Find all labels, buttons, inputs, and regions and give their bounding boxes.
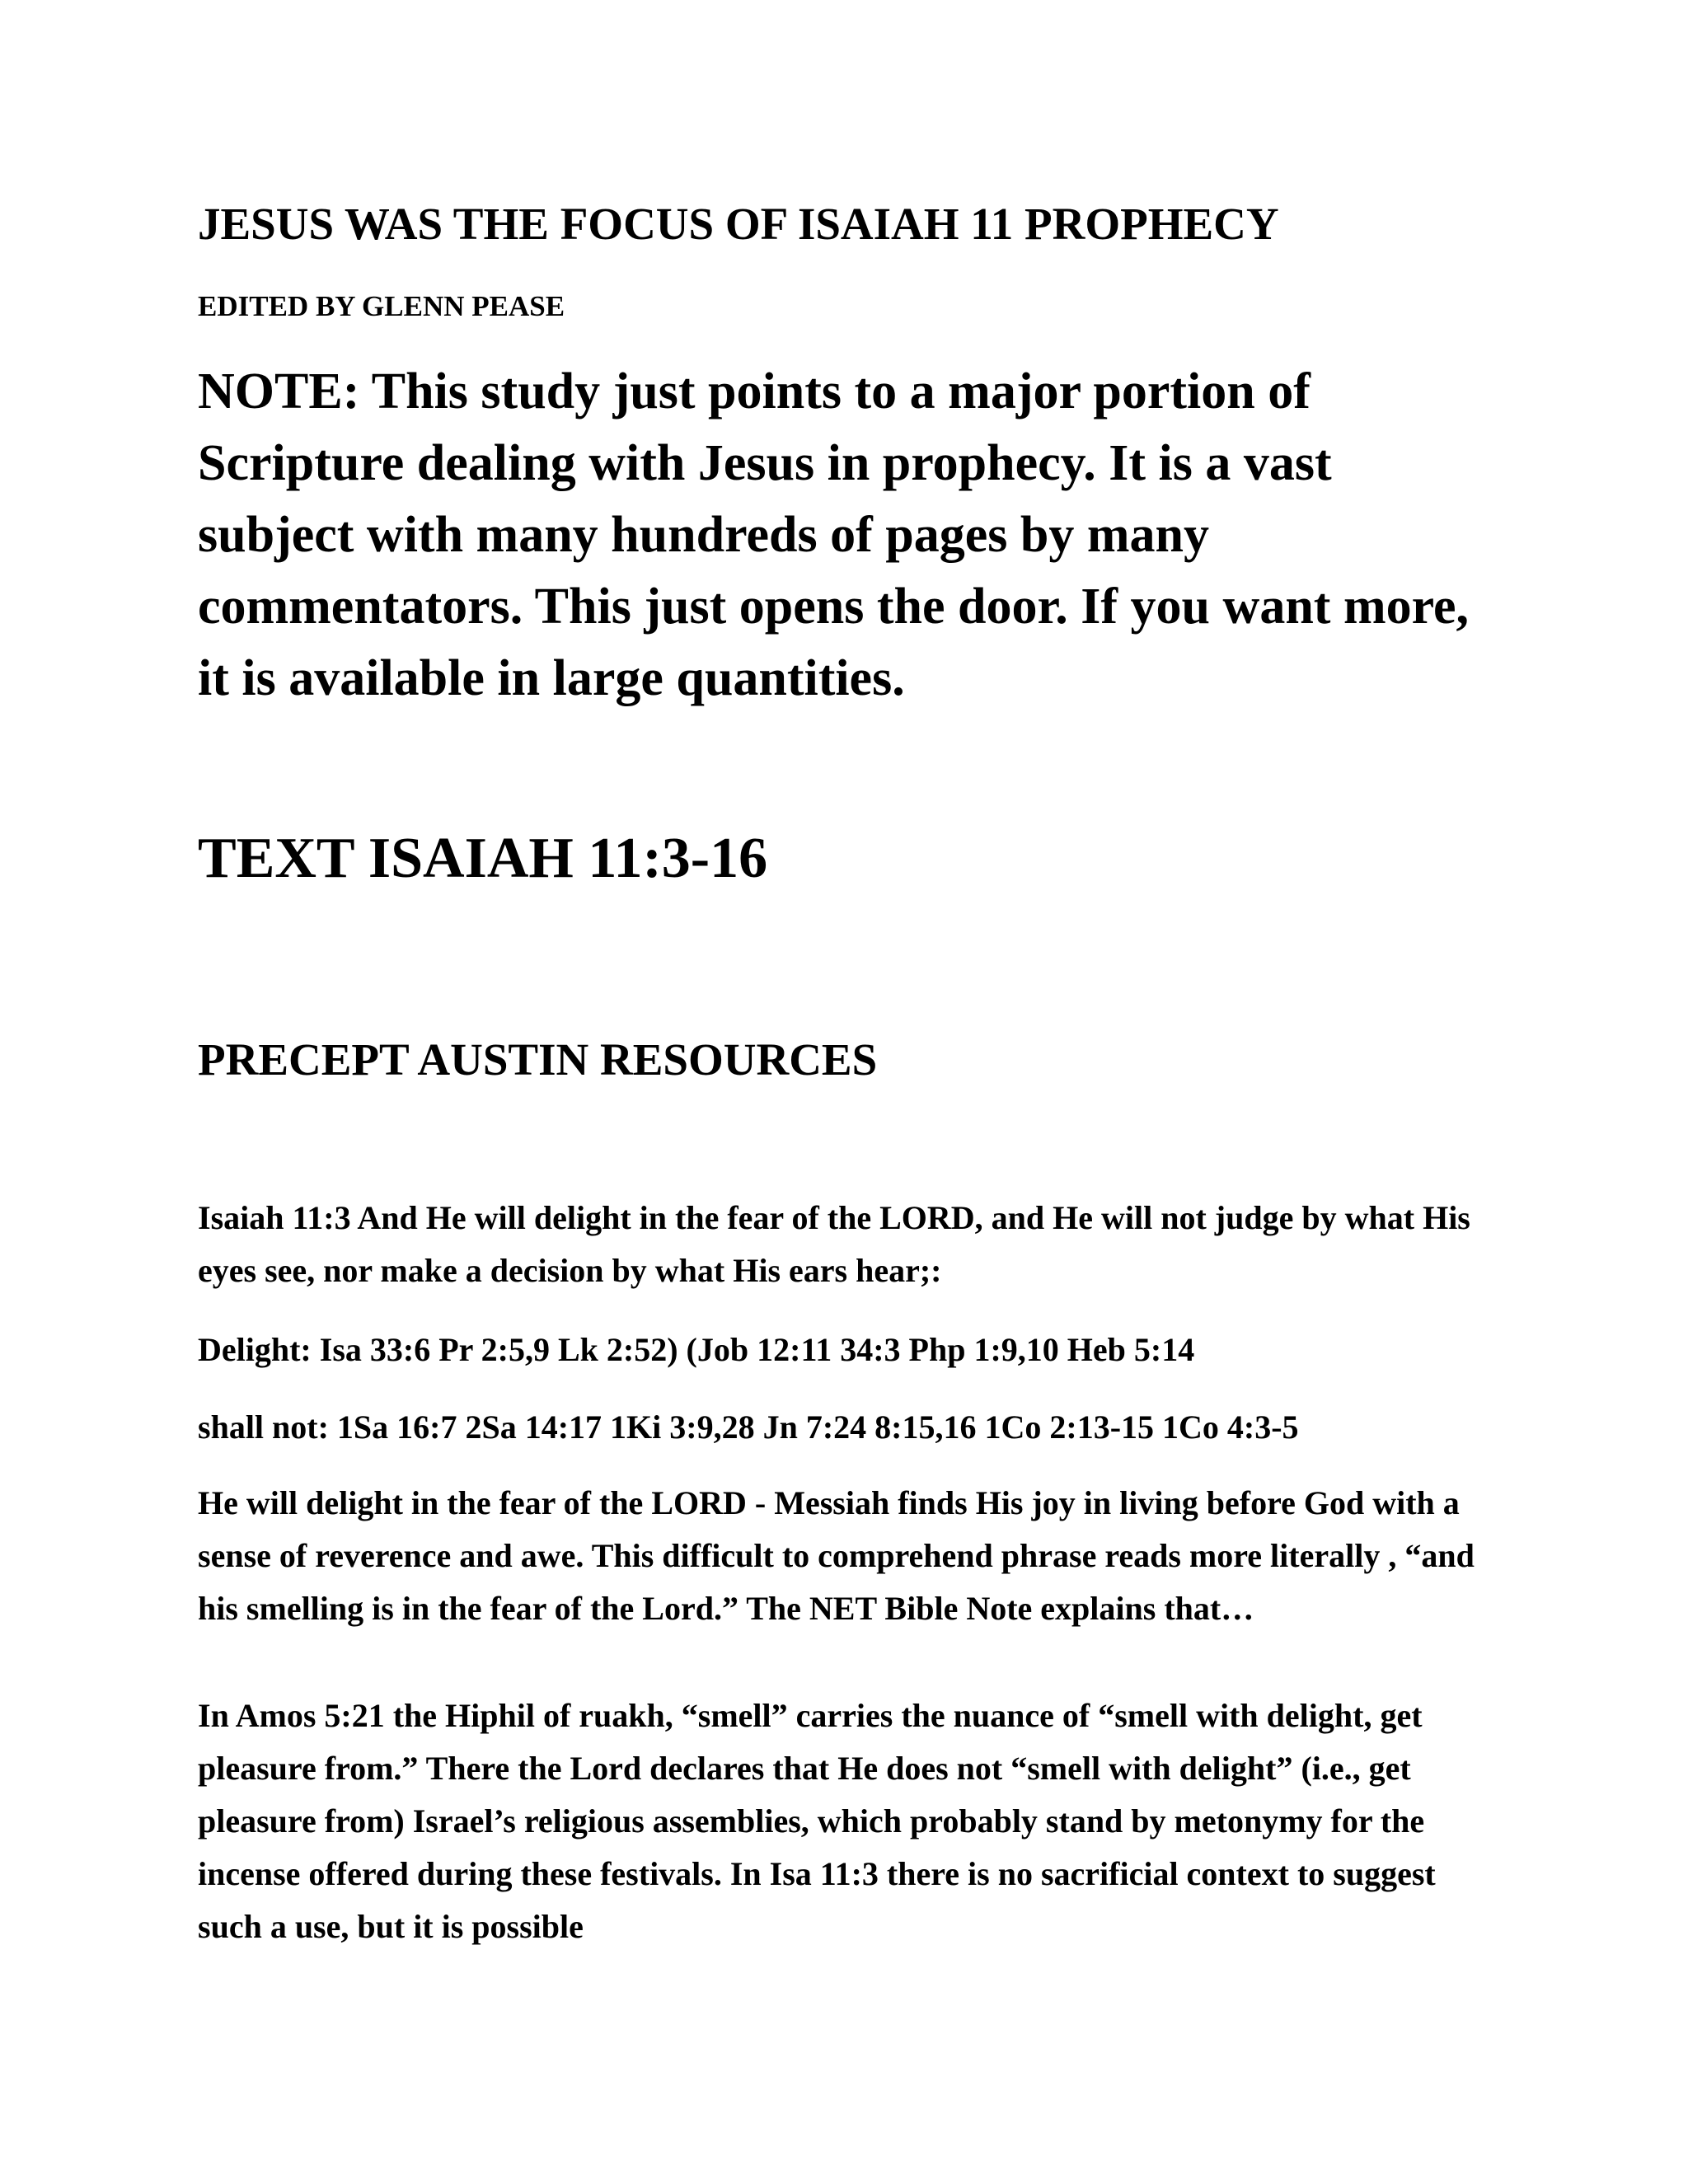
resources-heading: PRECEPT AUSTIN RESOURCES xyxy=(198,1034,878,1085)
cross-reference-delight: Delight: Isa 33:6 Pr 2:5,9 Lk 2:52) (Job 12:11 34:3 Php 1:9,10 Heb 5:14 xyxy=(198,1331,1195,1368)
cross-reference-shall-not: shall not: 1Sa 16:7 2Sa 14:17 1Ki 3:9,28 Jn 7:24 8:15,16 1Co 2:13-15 1Co 4:3-5 xyxy=(198,1408,1299,1446)
note-paragraph: NOTE: This study just points to a major portion of Scripture dealing with Jesus in prophecy. It is a vast subject with many hundreds of pages by many commentators. This just opens the door. If you want more, it is available in large quantities. xyxy=(198,363,1470,706)
editor-credit: EDITED BY GLENN PEASE xyxy=(198,290,565,322)
verse-text: Isaiah 11:3 And He will delight in the fear of the LORD, and He will not judge by what His eyes see, nor make a decision by what His ears hear;: xyxy=(198,1199,1470,1289)
document-title: JESUS WAS THE FOCUS OF ISAIAH 11 PROPHECY xyxy=(198,199,1279,249)
commentary-paragraph: He will delight in the fear of the LORD - Messiah finds His joy in living before God with a sense of reverence and awe. This difficult to comprehend phrase reads more literally , “and his smelling is in the fear of the Lord.” The NET Bible Note explains that… xyxy=(198,1484,1475,1627)
net-bible-note-paragraph: In Amos 5:21 the Hiphil of ruakh, “smell” carries the nuance of “smell with delight, get pleasure from.” There the Lord declares that He does not “smell with delight” (i.e., get pleasure from) Israel’s religious assemblies, which probably stand by metonymy for the incense offered during these festivals. In Isa 11:3 there is no sacrificial context to suggest such a use, but it is possible xyxy=(198,1697,1436,1945)
text-heading: TEXT ISAIAH 11:3-16 xyxy=(198,827,768,890)
